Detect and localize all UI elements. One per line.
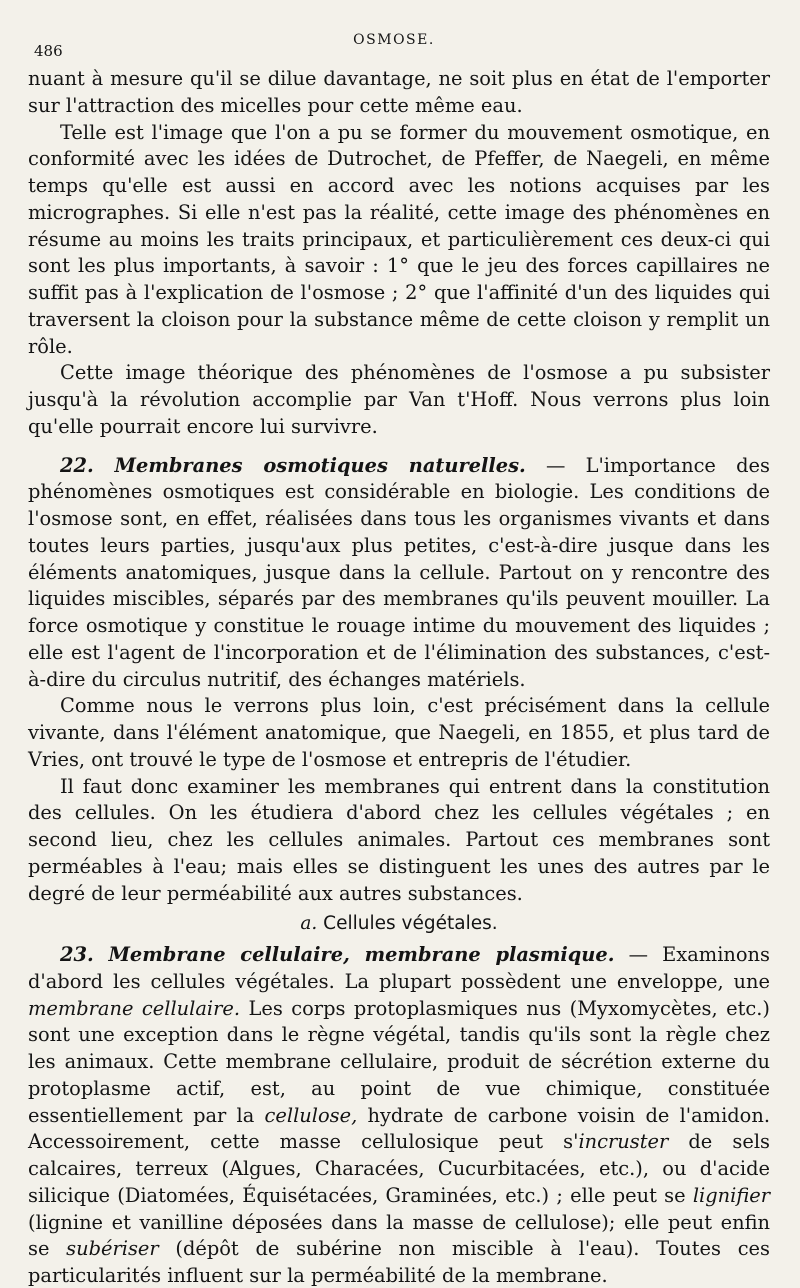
running-title: OSMOSE. bbox=[353, 32, 435, 48]
paragraph-naegeli: Comme nous le verrons plus loin, c'est précisément dans la cellule vivante, dans l'élément anatomique, que Naegeli, en 1855, et plus tard de Vries, ont trouvé le type de l'osmose et entrepris de l'étudier. bbox=[28, 694, 770, 771]
section-22 bbox=[28, 453, 770, 694]
section-23-text-c: hydrate de carbone voisin de l'amidon. Accessoirement, cette masse cellulosique peut s' bbox=[28, 1103, 771, 1154]
term-lignifier: lignifier bbox=[692, 1183, 770, 1207]
paragraph-osmotic-image: Telle est l'image que l'on a pu se former du mouvement osmotique, en conformité avec les idées de Dutrochet, de Pfeffer, de Naegeli, en même temps qu'elle est aussi en accord avec les notions acquises par les micrographes. Si elle n'est pas la réalité, cette image des phénomènes en résume au moins les traits principaux, et particulièrement ces deux-ci qui sont les plus importants, à savoir : 1° que le jeu des forces capillaires ne suffit pas à l'explication de l'osmose ; 2° que l'affinité d'un des liquides qui traversent la cloison pour la substance même de cette cloison y remplit un rôle. bbox=[28, 120, 770, 358]
paragraph-van-t-hoff: Cette image théorique des phénomènes de l'osmose a pu subsister jusqu'à la révolution accomplie par Van t'Hoff. Nous verrons plus loin qu'elle pourrait encore lui survivre. bbox=[28, 361, 770, 438]
paragraph-continuation: nuant à mesure qu'il se dilue davantage, ne soit plus en état de l'emporter sur l'attraction des micelles pour cette même eau. bbox=[28, 67, 770, 117]
subsection-title: Cellules végétales. bbox=[317, 913, 498, 935]
page-number: 486 bbox=[34, 42, 63, 60]
section-23-text-d: de sels calcaires, terreux (Algues, Characées, Cucurbitacées, etc.), ou d'acide silicique (Diatomées, Équisétacées, Graminées, etc.) ; elle peut se bbox=[28, 1130, 770, 1207]
paragraph-membranes: Il faut donc examiner les membranes qui entrent dans la constitution des cellules. On les étudiera d'abord chez les cellules végétales ; en second lieu, chez les cellules animales. Partout ces membranes sont perméables à l'eau; mais elles se distinguent les unes des autres par le degré de leur perméabilité aux autres substances. bbox=[28, 774, 770, 905]
subsection-heading bbox=[28, 911, 770, 938]
section-22-text: — L'importance des phénomènes osmotiques est considérable en biologie. Les conditions de l'osmose sont, en effet, réalisées dans tous les organismes vivants et dans toutes leurs parties, jusqu'aux plus petites, c'est-à-dire jusque dans les éléments anatomiques, jusque dans la cellule. Partout on y rencontre des liquides miscibles, séparés par des membranes qu'ils peuvent mouiller. La force osmotique y constitue le rouage intime du mouvement des liquides ; elle est l'agent de l'incorporation et de l'élimination des substances, c'est-à-dire du circulus nutritif, des échanges matériels. bbox=[28, 453, 770, 691]
term-incruster: incruster bbox=[578, 1130, 669, 1154]
section-23-text-b: Les corps protoplasmiques nus (Myxomycètes, etc.) sont une exception dans le règne végétal, tandis qu'ils sont la règle chez les animaux. Cette membrane cellulaire, produit de sécrétion externe du protoplasme actif, est, au point de vue chimique, constituée essentiellement par la bbox=[28, 996, 770, 1127]
section-23-text-a: — Examinons d'abord les cellules végétales. La plupart possèdent une enveloppe, une bbox=[28, 943, 770, 993]
section-23-heading: 23. Membrane cellulaire, membrane plasmique. bbox=[60, 943, 615, 966]
page-body bbox=[28, 66, 770, 1288]
section-23 bbox=[28, 942, 770, 1288]
term-suberiser: subériser bbox=[66, 1237, 159, 1261]
section-22-heading: 22. Membranes osmotiques naturelles. bbox=[60, 453, 526, 477]
term-cellulose: cellulose, bbox=[264, 1103, 358, 1127]
section-23-text-f: (dépôt de subérine non miscible à l'eau). Toutes ces particularités influent sur la perméabilité de la membrane. bbox=[28, 1237, 770, 1287]
section-23-text-e: (lignine et vanilline déposées dans la masse de cellulose); elle peut enfin se bbox=[28, 1210, 770, 1261]
page-header bbox=[28, 30, 760, 60]
term-membrane-cellulaire: membrane cellulaire. bbox=[28, 996, 241, 1020]
subsection-letter: a. bbox=[300, 913, 318, 935]
